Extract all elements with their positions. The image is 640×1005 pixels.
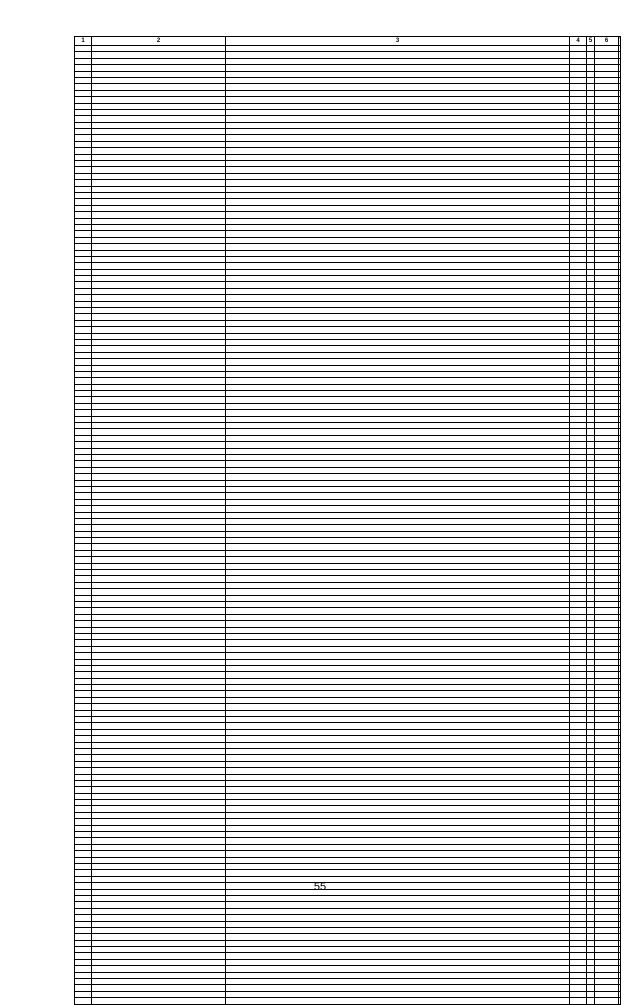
- column-number: 3: [226, 37, 570, 46]
- table-cell: [226, 998, 570, 1004]
- column-number: 2: [92, 37, 226, 46]
- table-body: [75, 46, 621, 1005]
- column-number-row: [75, 37, 621, 46]
- table-row: [75, 998, 621, 1004]
- table-cell: [587, 998, 595, 1004]
- table-cell: [619, 998, 621, 1004]
- column-number: [619, 37, 621, 46]
- table-cell: [92, 998, 226, 1004]
- page-number: 55: [313, 881, 327, 893]
- column-number: 5: [587, 37, 595, 46]
- column-number: 4: [570, 37, 587, 46]
- table-cell: [595, 998, 619, 1004]
- table-cell: [75, 998, 92, 1004]
- address-program-table: [74, 36, 621, 1005]
- register-sheet: [74, 36, 620, 1005]
- table-cell: [570, 998, 587, 1004]
- column-number: 6: [595, 37, 619, 46]
- column-number: 1: [75, 37, 92, 46]
